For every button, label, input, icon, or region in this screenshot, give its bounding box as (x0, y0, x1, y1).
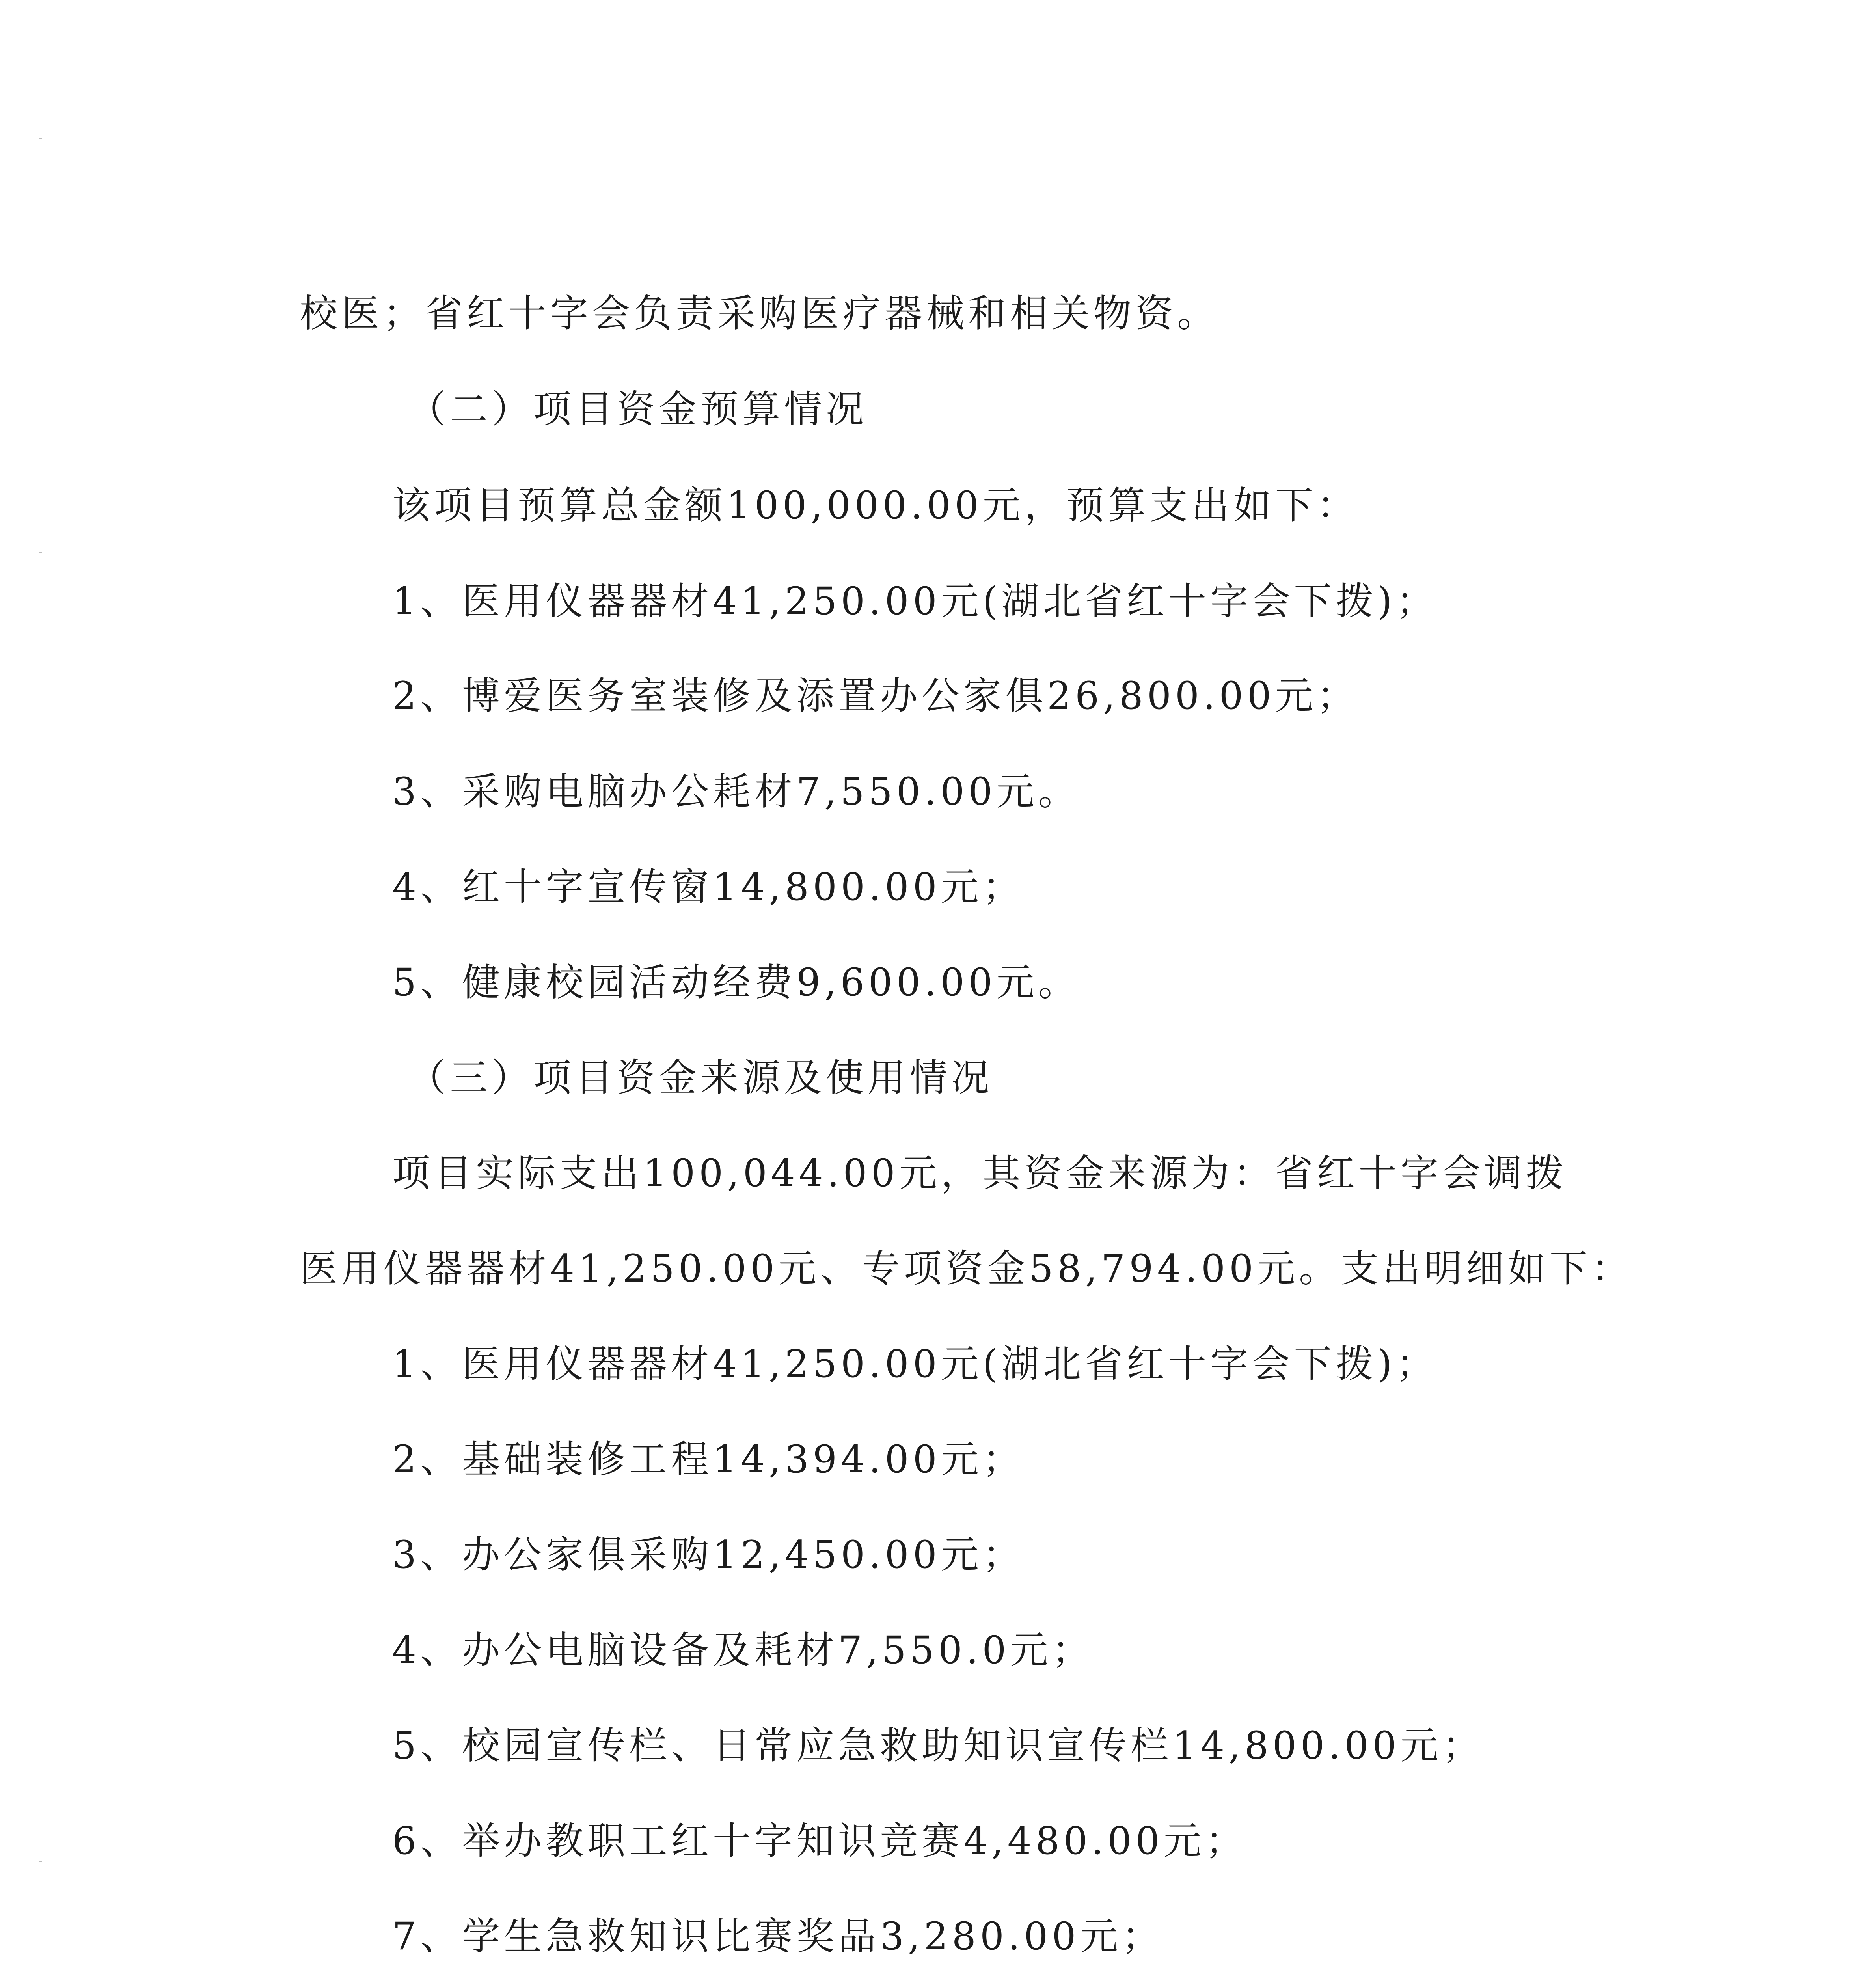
list-item: 5、校园宣传栏、日常应急救助知识宣传栏14,800.00元； (392, 1723, 1484, 1768)
margin-speck (39, 138, 42, 139)
list-item: 2、博爱医务室装修及添置办公家俱26,800.00元； (392, 674, 1359, 718)
list-item: 3、采购电脑办公耗材7,550.00元。 (392, 769, 1080, 814)
list-item: 1、医用仪器器材41,250.00元(湖北省红十字会下拨)； (392, 579, 1438, 623)
list-item: 7、学生急救知识比赛奖品3,280.00元； (392, 1914, 1164, 1958)
list-item: 4、红十字宣传窗14,800.00元； (392, 865, 1025, 909)
margin-speck (39, 552, 42, 553)
list-item: 4、办公电脑设备及耗材7,550.0元； (392, 1628, 1094, 1672)
section-heading: （三）项目资金来源及使用情况 (408, 1056, 993, 1100)
section-heading: （二）项目资金预算情况 (408, 387, 868, 431)
paragraph-line: 医用仪器器材41,250.00元、专项资金58,794.00元。支出明细如下： (300, 1246, 1634, 1291)
list-item: 1、医用仪器器材41,250.00元(湖北省红十字会下拨)； (392, 1342, 1438, 1386)
list-item: 2、基础装修工程14,394.00元； (392, 1437, 1025, 1481)
paragraph-line: 校医；省红十字会负责采购医疗器械和相关物资。 (300, 291, 1219, 335)
list-item: 6、举办教职工红十字知识竞赛4,480.00元； (392, 1819, 1247, 1863)
margin-speck (39, 1861, 42, 1862)
list-item: 3、办公家俱采购12,450.00元； (392, 1533, 1025, 1577)
list-item: 5、健康校园活动经费9,600.00元。 (392, 960, 1080, 1004)
paragraph-line: 项目实际支出100,044.00元，其资金来源为：省红十字会调拨 (392, 1151, 1568, 1195)
paragraph-line: 该项目预算总金额100,000.00元，预算支出如下： (392, 483, 1359, 527)
